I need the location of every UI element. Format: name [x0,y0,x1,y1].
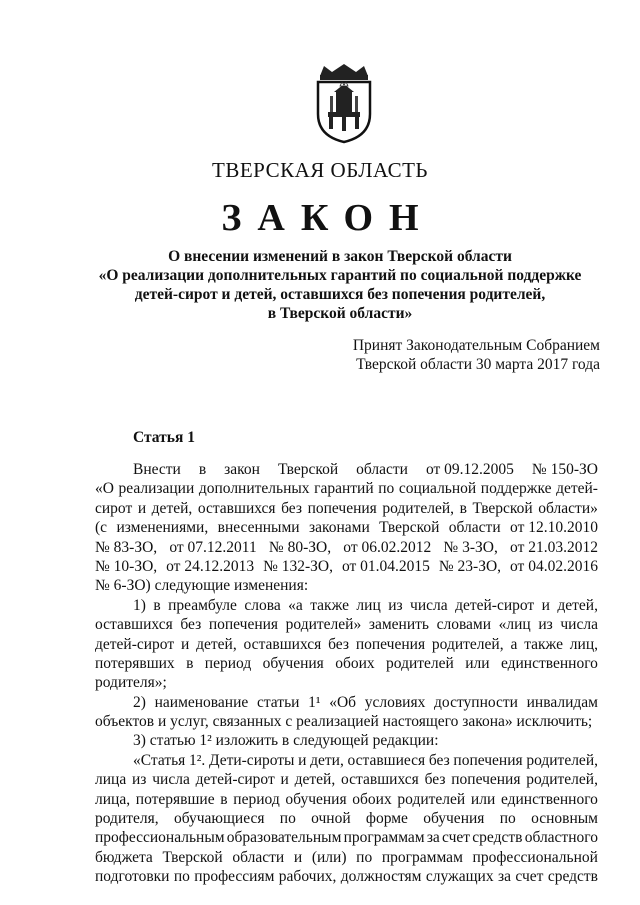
law-title-line: О внесении изменений в закон Тверской области [168,248,512,265]
article-text-line [95,809,598,828]
text-word: от 09.12.2005 [425,461,514,478]
text-word: поддержке [480,480,552,498]
text-word: и [293,848,303,866]
article-heading: Статья 1 [133,429,195,446]
text-word: (или) [311,848,347,866]
text-word: без [281,499,302,517]
text-word: обучающиеся [173,810,265,828]
text-word: период [204,654,252,672]
text-word: без [424,771,446,789]
article-text-line [95,848,598,867]
text-word: детей-сирот [195,771,275,789]
text-word: области [448,519,501,537]
article-text-line [95,712,598,731]
text-word: должностям [340,868,422,886]
text-word: условиях [364,693,426,711]
text-word: программам [343,829,425,847]
text-word: внесенными [217,519,300,537]
text-word: детей, [294,771,336,789]
article-text-line [95,867,598,886]
adoption-note-line: Тверской области 30 марта 2017 года [356,356,600,373]
text-word: из [538,616,553,634]
text-word: детей-сирот [95,635,175,653]
text-word: родителей [386,654,454,672]
law-title-line: «О реализации дополнительных гарантий по социальной поддержке [98,267,582,284]
text-word: Тверской [472,499,533,517]
text-word: рабочих, [278,868,337,886]
article-text-line [95,479,598,498]
text-word: бюджета [95,848,153,866]
text-word: средств [547,868,598,886]
text-word: и [280,771,289,789]
text-word: попечения [451,771,521,789]
article-text-line [95,790,598,809]
text-word: в [153,596,161,614]
text-word: от 21.03.2012 [510,538,598,556]
article-text-line [95,751,598,770]
text-word: оставшихся [95,616,173,634]
text-word: родителей, [431,635,504,653]
text-word: «лиц [498,616,531,634]
text-word: Тверской [379,519,440,537]
text-word: закон [224,461,260,478]
text-word: попечения [355,635,426,653]
text-word: № 83-ЗО, [95,538,158,556]
text-word: сирот [95,499,133,517]
text-word: единственного [500,654,598,672]
text-word: по [279,810,296,828]
text-word: родителей, [382,499,455,517]
text-word: из [132,771,147,789]
text-word: форме [365,810,408,828]
text-word: областного [524,829,598,847]
law-title-line: детей-сирот и детей, оставшихся без попечения родителей, [134,286,546,303]
text-word: дополнительных [198,480,310,498]
text-word: № 6-ЗО) следующие изменения: [95,577,309,595]
text-word: родителей, [526,751,598,769]
coat-of-arms-icon [310,62,378,144]
text-word: области [356,461,408,478]
article-text-line [95,828,598,847]
text-word: из [388,596,403,614]
text-word: родителей» [285,616,362,634]
text-word: статьи [256,693,300,711]
article-text-line [95,557,598,576]
law-title [60,247,620,323]
text-word: родителей, [526,771,598,789]
text-word: лица, [95,790,131,808]
text-word: доступности [434,693,518,711]
text-word: обучения [285,790,347,808]
text-word: счет [442,829,471,847]
article-text-line [95,693,598,712]
text-word: родителей [397,790,466,808]
text-word: за [426,829,440,847]
text-word: преамбуле [168,596,237,614]
text-word: детей-сирот [455,596,535,614]
text-word: числа [410,596,448,614]
text-word: № 23-ЗО, [438,557,502,575]
text-word: слова [244,596,281,614]
text-word: в [186,654,194,672]
text-word: Тверской [277,461,339,478]
text-word: или [465,654,490,672]
text-word: (с [95,519,108,537]
text-word: «Об [329,693,357,711]
text-word: № 10-ЗО, [95,557,158,575]
text-word: № 80-ЗО, [268,538,332,556]
text-word: 1². [188,751,206,769]
text-word: детей, [557,596,598,614]
text-word: от 06.02.2012 [343,538,432,556]
text-word: от 01.04.2015 [341,557,430,575]
text-word: лица [95,771,127,789]
text-word: области [232,848,285,866]
text-word: средств [472,829,523,847]
text-word: подготовки [95,868,170,886]
text-word: родителя»; [95,674,167,692]
text-word: № 3-ЗО, [443,538,498,556]
article-text-line [95,576,598,595]
text-word: лиц [356,596,381,614]
adoption-note-line: Принят Законодательным Собранием [352,337,600,354]
text-word: от 04.02.2016 [510,557,598,575]
law-title-line: в Тверской области» [267,305,413,322]
text-word: и [541,596,550,614]
adoption-note [353,336,600,374]
article-text-line [95,770,598,789]
text-word: за [498,868,512,886]
text-word: программам [381,848,463,866]
text-word: Внести [133,461,181,478]
article-text-line [95,538,598,557]
text-word: и [180,635,190,653]
text-word: профессиональной [472,848,598,866]
text-word: оставшихся [243,635,322,653]
text-word: без [428,751,450,769]
text-word: по [173,868,190,886]
article-text-line [95,615,598,634]
text-word: оставшиеся [347,751,426,769]
text-word: попечения [208,616,279,634]
text-word: и [298,751,307,769]
text-word: лиц, [569,635,598,653]
text-word: числа [560,616,598,634]
text-word: в [220,790,228,808]
text-word: объектов и услуг, связанных с реализацией настоящего закона» исключить; [95,713,593,731]
text-word: период [233,790,280,808]
text-word: без [328,635,349,653]
text-word: «О [95,480,114,498]
text-word: от 07.12.2011 [169,538,257,556]
text-word: «а [288,596,303,614]
text-word: обучения [423,810,485,828]
article-text-line [95,654,598,673]
text-word: заменить [368,616,429,634]
text-word: законами [308,519,370,537]
text-word: без [180,616,202,634]
text-word: от 24.12.2013 [166,557,255,575]
text-word: потерявших [95,654,175,672]
text-word: счет [515,868,544,886]
article-text-line [95,460,598,479]
text-word: основным [531,810,598,828]
text-word: № 150-ЗО [531,461,598,478]
text-word: и [137,499,147,517]
text-word: 3) статью 1² изложить в следующей редакции: [133,732,439,750]
text-word: по [356,848,373,866]
text-word: гарантий [314,480,374,498]
document-type: ЗАКОН [221,197,435,239]
text-word: реализации [118,480,195,498]
text-word: инвалидам [526,693,598,711]
text-word: попечения [307,499,377,517]
text-word: потерявшие [135,790,215,808]
text-word: по [499,810,516,828]
text-word: попечения [453,751,523,769]
text-word: 1) [133,596,146,614]
text-word: очной [311,810,351,828]
text-word: от 12.10.2010 [510,519,598,537]
text-word: дети, [310,751,344,769]
text-word: детей, [151,499,193,517]
article-text-line [95,499,598,518]
text-word: обоих [352,790,392,808]
text-word: профессиональным [95,829,225,847]
text-word: детей- [556,480,598,498]
text-word: оставшихся [197,499,276,517]
article-text-line [95,731,598,750]
text-word: также [310,596,349,614]
text-word: 1¹ [308,693,321,711]
text-word: 2) [133,693,146,711]
text-word: а [510,635,518,653]
text-word: служащих [425,868,494,886]
text-word: наименование [154,693,249,711]
article-text-line [95,635,598,654]
text-word: единственного [500,790,598,808]
article-text-line [95,596,598,615]
text-word: Дети-сироты [208,751,295,769]
text-word: родителя, [95,810,159,828]
text-word: по [378,480,395,498]
article-text-line [95,673,598,692]
text-word: Тверской [162,848,223,866]
text-word: обучения [262,654,324,672]
text-word: социальной [398,480,477,498]
text-word: или [470,790,496,808]
region-name: ТВЕРСКАЯ ОБЛАСТЬ [212,158,428,182]
text-word: области» [538,499,598,517]
text-word: образовательным [226,829,342,847]
text-word: в [459,499,467,517]
text-word: оставшихся [341,771,419,789]
text-word: числа [152,771,190,789]
text-word: обоих [335,654,375,672]
article-body [95,460,598,887]
text-word: словами [436,616,492,634]
text-word: «Статья [133,751,186,769]
text-word: профессиям [194,868,275,886]
text-word: также [524,635,563,653]
text-word: изменениями, [116,519,209,537]
article-text-line [95,518,598,537]
text-word: в [198,461,207,478]
text-word: № 132-ЗО, [263,557,333,575]
text-word: детей, [196,635,237,653]
